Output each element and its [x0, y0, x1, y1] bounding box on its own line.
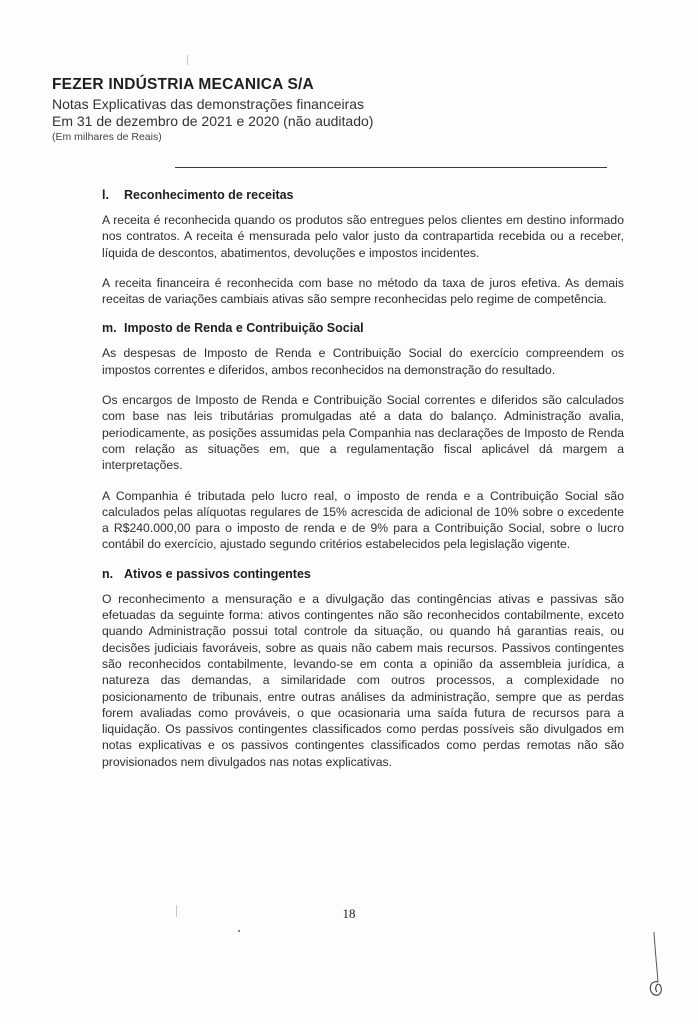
- header-line-2: Em 31 de dezembro de 2021 e 2020 (não auditado): [52, 113, 374, 129]
- page-number: 18: [342, 906, 356, 921]
- document-header: [52, 76, 612, 143]
- notes-content: [102, 188, 624, 784]
- units-note: (Em milhares de Reais): [52, 131, 162, 143]
- paragraph: A Companhia é tributada pelo lucro real, o imposto de renda e a Contribuição Social são calculados pelas alíquotas regulares de 15% acrescida de adicional de 10% sobre o excedente a R$240.000,00 para o imposto de renda e de 9% para a Contribuição Social, sobre o lucro contábil do exercício, ajustado segundo critérios estabelecidos pela legislação vigente.: [102, 488, 624, 552]
- section-contingencies: [102, 567, 624, 770]
- section-title: [102, 188, 624, 202]
- paragraph: Os encargos de Imposto de Renda e Contribuição Social correntes e diferidos são calculados com base nas leis tributárias promulgadas até a data do balanço. Administração avalia, periodicamente, as posições assumidas pela Companhia nas declarações de Imposto de Renda com relação as situações em, que a regulamentação fiscal aplicável dá margem a interpretações.: [102, 393, 624, 473]
- scan-artifact: [238, 930, 240, 932]
- section-title: [102, 567, 624, 581]
- section-title: [102, 321, 624, 335]
- scan-artifact: [176, 905, 177, 917]
- header-line-1: Notas Explicativas das demonstrações financeiras: [52, 96, 365, 112]
- section-letter: l.: [102, 188, 109, 202]
- section-revenue-recognition: [102, 188, 624, 307]
- company-name: FEZER INDÚSTRIA MECANICA S/A: [52, 76, 314, 93]
- section-letter: m.: [102, 321, 117, 336]
- section-income-tax: [102, 321, 624, 552]
- paragraph: As despesas de Imposto de Renda e Contribuição Social do exercício compreendem os impostos correntes e diferidos, ambos reconhecidos na demonstração do resultado.: [102, 346, 624, 377]
- paragraph: A receita é reconhecida quando os produtos são entregues pelos clientes em destino informado nos contratos. A receita é mensurada pelo valor justo da contrapartida recebida ou a receber, líquida de descontos, abatimentos, devoluções e impostos incidentes.: [102, 213, 624, 260]
- signature-initial: [640, 930, 670, 1000]
- section-title-text: Ativos e passivos contingentes: [124, 566, 311, 581]
- paragraph: A receita financeira é reconhecida com base no método da taxa de juros efetiva. As demais receitas de variações cambiais ativas são sempre reconhecidas pelo regime de competência.: [102, 275, 624, 307]
- scan-artifact: [187, 55, 188, 65]
- paragraph: O reconhecimento a mensuração e a divulgação das contingências ativas e passivas são efetuadas da seguinte forma: ativos contingentes não são reconhecidos contabilmente, exceto quando Administração possui total controle da situação, ou quando há garantias reais, ou decisões judiciais favoráveis, sobre as quais não cabem mais recursos. Passivos contingentes são reconhecidos contabilmente, levando-se em conta a opinião da assembleia jurídica, a natureza das demandas, a similaridade com outros processos, a complexidade no posicionamento de tribunais, entre outras análises da administração, sempre que as perdas forem avaliadas como prováveis, o que ocasionaria uma saída futura de recursos para a liquidação. Os passivos contingentes classificados como perdas possíveis são divulgados em notas explicativas e os passivos contingentes classificados como perdas remotas não são provisionados nem divulgados nas notas explicativas.: [102, 591, 624, 769]
- header-divider: [175, 167, 607, 168]
- section-title-text: Reconhecimento de receitas: [124, 188, 294, 202]
- section-letter: n.: [102, 566, 114, 581]
- section-title-text: Imposto de Renda e Contribuição Social: [124, 321, 364, 336]
